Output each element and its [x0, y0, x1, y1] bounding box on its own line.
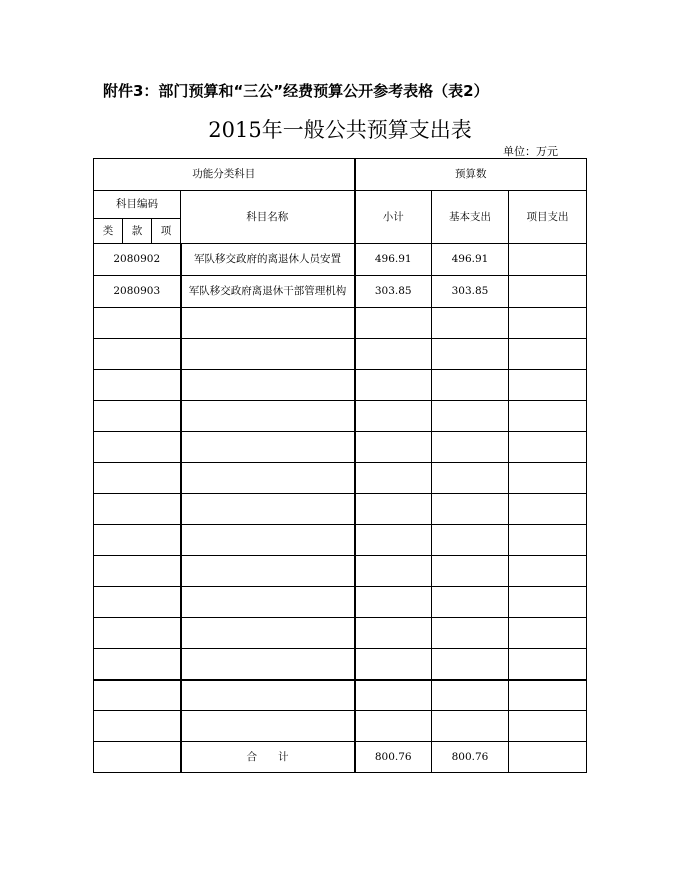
cell: [181, 339, 355, 370]
cell: [509, 556, 587, 587]
cell: [509, 308, 587, 339]
cell: [181, 401, 355, 432]
cell: [355, 649, 432, 680]
cell: [509, 494, 587, 525]
row-code: 2080902: [94, 244, 181, 276]
cell: [432, 339, 509, 370]
cell: [509, 618, 587, 649]
cell: [509, 370, 587, 401]
cell: [509, 680, 587, 711]
cell: [509, 649, 587, 680]
cell: [355, 556, 432, 587]
total-label: 合 计: [181, 742, 355, 773]
cell: [509, 432, 587, 463]
table-row: [94, 244, 587, 276]
cell: [181, 556, 355, 587]
cell: [355, 339, 432, 370]
cell: [432, 525, 509, 556]
total-subtotal: 800.76: [355, 742, 432, 773]
cell: [509, 401, 587, 432]
cell: [181, 587, 355, 618]
cell: [432, 587, 509, 618]
cell: [509, 711, 587, 742]
cell: [181, 463, 355, 494]
row-subtotal: 496.91: [355, 244, 432, 276]
cell: [355, 494, 432, 525]
cell: [94, 618, 181, 649]
cell: [181, 494, 355, 525]
cell: [94, 556, 181, 587]
empty-row: [94, 525, 587, 556]
cell: [432, 463, 509, 494]
cell: [355, 401, 432, 432]
sub-header-kuan: 款: [123, 219, 152, 244]
cell: [94, 711, 181, 742]
cell: [509, 587, 587, 618]
code-header: 科目编码: [94, 191, 181, 219]
cell: [94, 401, 181, 432]
cell: [94, 649, 181, 680]
empty-row: [94, 432, 587, 463]
cell: [509, 525, 587, 556]
empty-row: [94, 308, 587, 339]
page-title: 2015年一般公共预算支出表: [208, 118, 472, 142]
row-project: [509, 244, 587, 276]
cell: [181, 711, 355, 742]
cell: [181, 370, 355, 401]
cell: [355, 525, 432, 556]
cell: [181, 649, 355, 680]
empty-row: [94, 711, 587, 742]
row-subtotal: 303.85: [355, 276, 432, 308]
cell: [355, 680, 432, 711]
cell: [432, 680, 509, 711]
empty-row: [94, 401, 587, 432]
cell: [94, 463, 181, 494]
empty-row: [94, 463, 587, 494]
empty-row: [94, 649, 587, 680]
cell: [432, 370, 509, 401]
cell: [94, 587, 181, 618]
row-name: 军队移交政府的离退休人员安置: [181, 244, 355, 276]
cell: [355, 463, 432, 494]
cell: [355, 308, 432, 339]
name-header: 科目名称: [181, 191, 355, 244]
row-basic: 303.85: [432, 276, 509, 308]
func-class-header: 功能分类科目: [94, 159, 355, 191]
row-code: 2080903: [94, 276, 181, 308]
cell: [94, 742, 181, 773]
cell: [94, 525, 181, 556]
cell: [94, 339, 181, 370]
empty-row: [94, 494, 587, 525]
sub-header-lei: 类: [94, 219, 123, 244]
cell: [432, 556, 509, 587]
cell: [355, 432, 432, 463]
cell: [355, 587, 432, 618]
total-row: [94, 742, 587, 773]
cell: [509, 463, 587, 494]
project-header: 项目支出: [509, 191, 587, 244]
cell: [94, 494, 181, 525]
row-basic: 496.91: [432, 244, 509, 276]
total-project: [509, 742, 587, 773]
cell: [355, 370, 432, 401]
sub-header-xiang: 项: [152, 219, 181, 244]
budget-table: [93, 158, 587, 773]
cell: [432, 494, 509, 525]
unit-label: 单位：万元: [503, 145, 558, 158]
empty-row: [94, 370, 587, 401]
cell: [432, 711, 509, 742]
empty-row: [94, 618, 587, 649]
cell: [94, 370, 181, 401]
empty-row: [94, 680, 587, 711]
cell: [432, 618, 509, 649]
cell: [509, 339, 587, 370]
row-name: 军队移交政府离退休干部管理机构: [181, 276, 355, 308]
cell: [355, 711, 432, 742]
cell: [181, 525, 355, 556]
cell: [432, 649, 509, 680]
row-project: [509, 276, 587, 308]
cell: [94, 432, 181, 463]
cell: [432, 401, 509, 432]
empty-row: [94, 587, 587, 618]
cell: [181, 432, 355, 463]
cell: [94, 680, 181, 711]
empty-row: [94, 556, 587, 587]
table-row: [94, 276, 587, 308]
empty-row: [94, 339, 587, 370]
total-basic: 800.76: [432, 742, 509, 773]
cell: [432, 308, 509, 339]
cell: [181, 618, 355, 649]
budget-header: 预算数: [355, 159, 587, 191]
cell: [432, 432, 509, 463]
basic-header: 基本支出: [432, 191, 509, 244]
cell: [181, 680, 355, 711]
cell: [181, 308, 355, 339]
cell: [94, 308, 181, 339]
cell: [355, 618, 432, 649]
attachment-heading: 附件3：部门预算和“三公”经费预算公开参考表格（表2）: [103, 82, 489, 100]
subtotal-header: 小计: [355, 191, 432, 244]
